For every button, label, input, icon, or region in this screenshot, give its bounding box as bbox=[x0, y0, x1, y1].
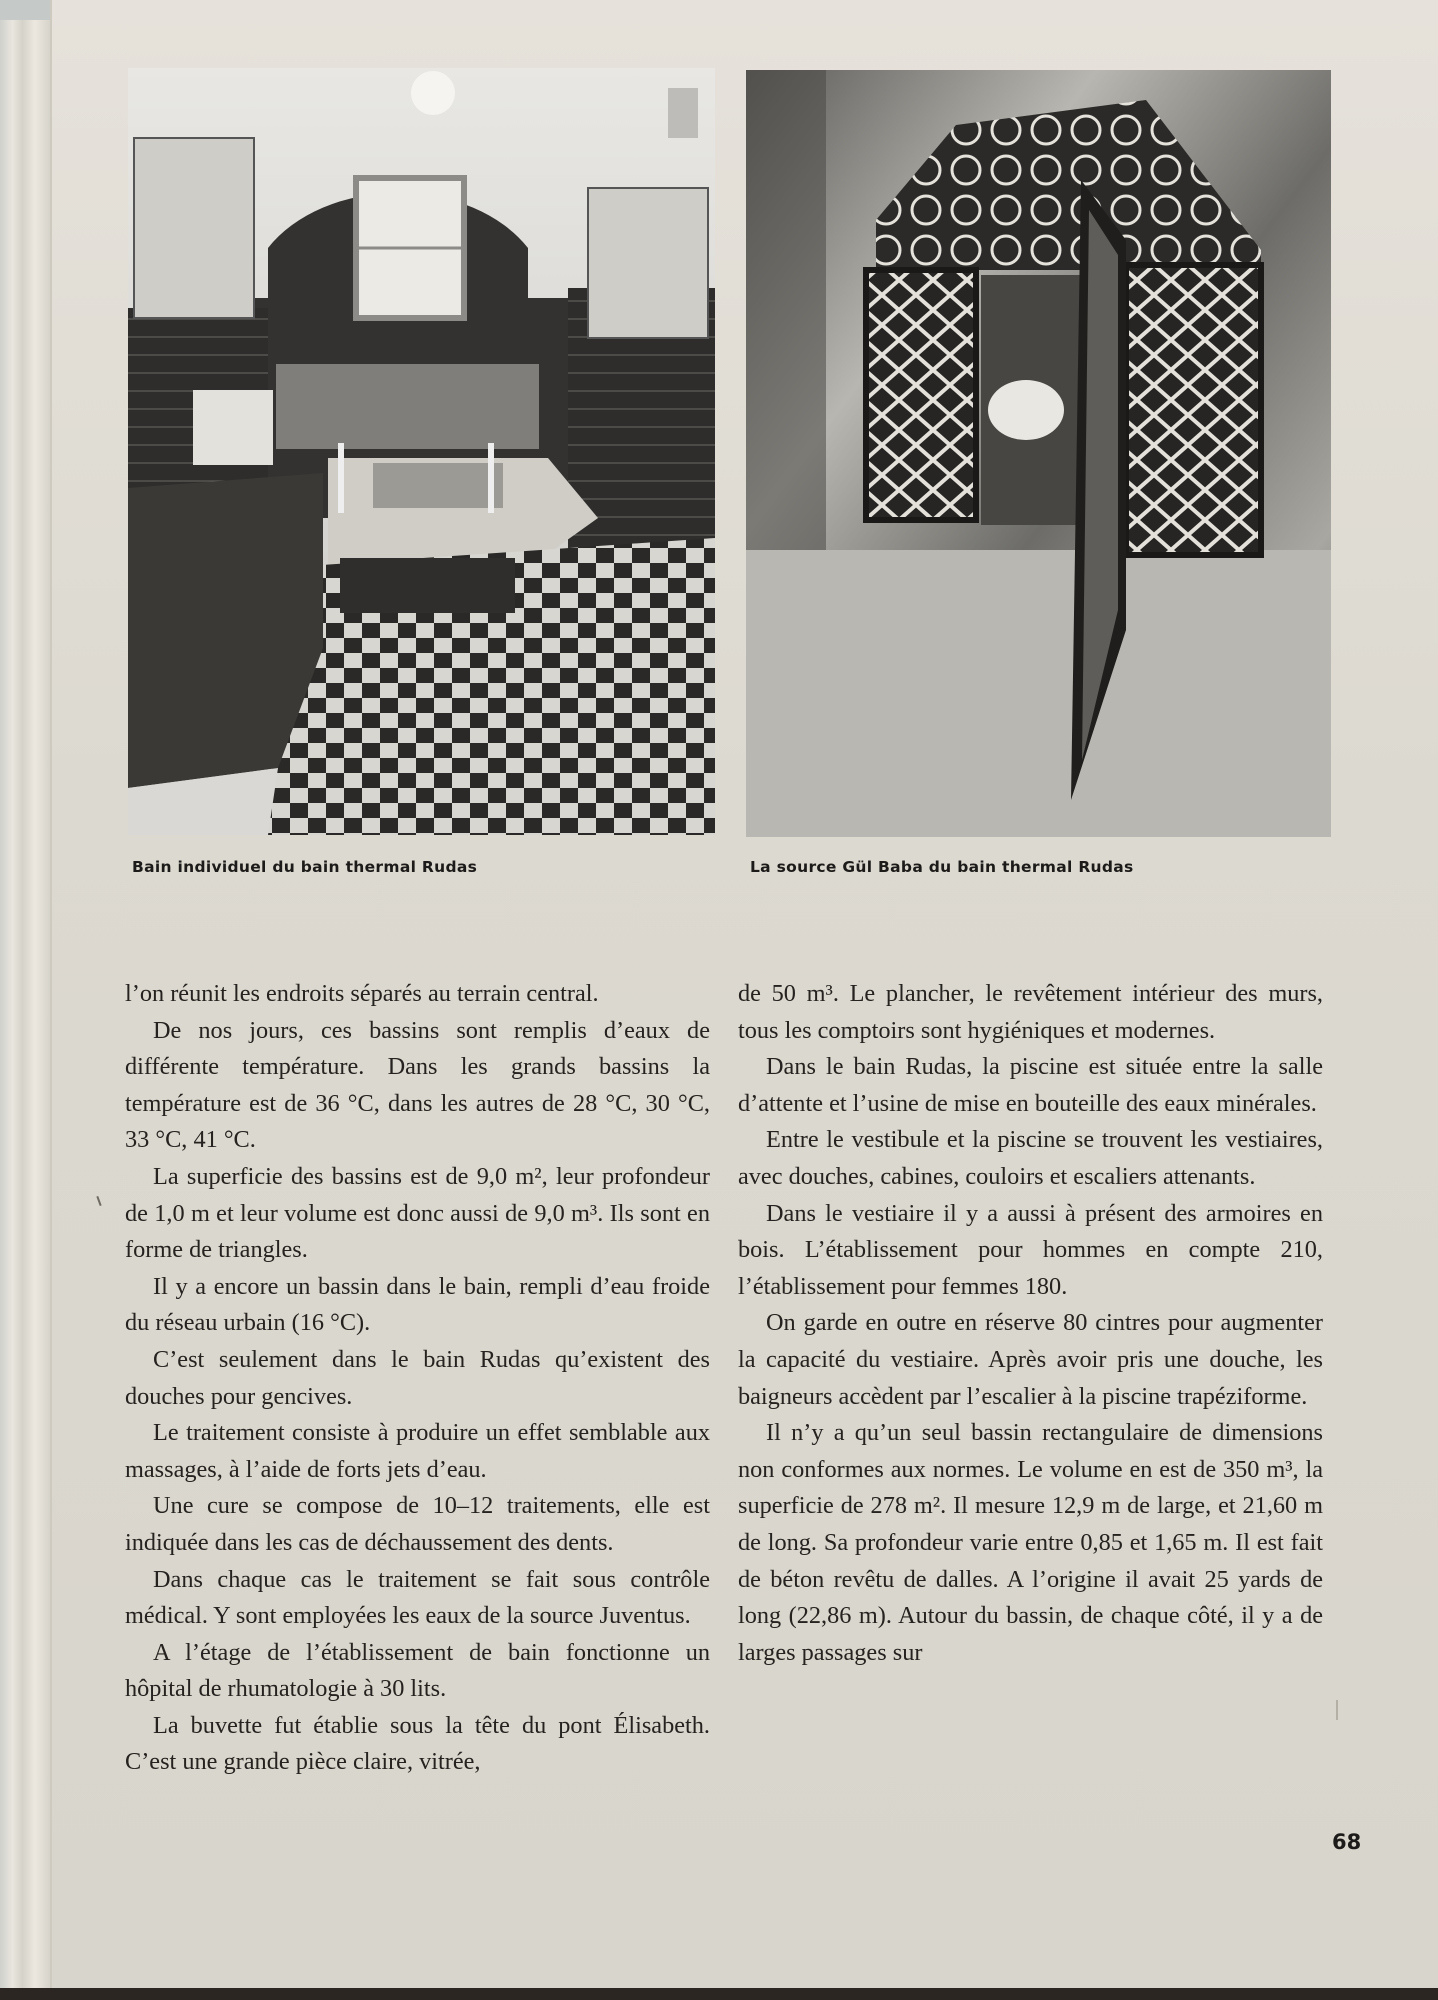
paragraph: Il y a encore un bassin dans le bain, rempli d’eau froide du réseau urbain (16 °C). bbox=[125, 1272, 710, 1337]
paragraph: Dans le vestiaire il y a aussi à présent des armoires en bois. L’établissement pour hommes en compte 210, l’établissement pour femmes 180. bbox=[738, 1199, 1323, 1300]
photo-individual-bath bbox=[128, 68, 715, 835]
paragraph: La buvette fut établie sous la tête du pont Élisabeth. C’est une grande pièce claire, vitrée, bbox=[125, 1711, 710, 1776]
paragraph: Dans chaque cas le traitement se fait sous contrôle médical. Y sont employées les eaux de la source Juventus. bbox=[125, 1565, 710, 1630]
text-column-right bbox=[738, 976, 1323, 1671]
paragraph: C’est seulement dans le bain Rudas qu’existent des douches pour gencives. bbox=[125, 1345, 710, 1410]
spine-top bbox=[0, 0, 50, 20]
paragraph: Le traitement consiste à produire un effet semblable aux massages, à l’aide de forts jets d’eau. bbox=[125, 1419, 710, 1483]
figure-caption-right: La source Gül Baba du bain thermal Rudas bbox=[750, 858, 1134, 876]
paragraph: De nos jours, ces bassins sont remplis d’eaux de différente température. Dans les grands bassins la température est de 36 °C, dans les autres de 28 °C, 30 °C, 33 °C, 41 °C. bbox=[125, 1016, 710, 1154]
bath-room-illustration bbox=[128, 68, 715, 835]
paragraph: A l’étage de l’établissement de bain fonctionne un hôpital de rhumatologie à 30 lits. bbox=[125, 1638, 710, 1703]
paragraph: Il n’y a qu’un seul bassin rectangulaire de dimensions non conformes aux normes. Le volume en est de 350 m³, la superficie de 278 m². Il mesure 12,9 m de large, et 21,60 m de long. Sa profondeur varie entre 0,85 et 1,65 m. Il est fait de béton revêtu de dalles. A l’origine il avait 25 yards de long (22,86 m). Autour du bassin, de chaque côté, il y a de larges passages sur bbox=[738, 1419, 1323, 1666]
page-number: 68 bbox=[1332, 1830, 1362, 1854]
margin-mark bbox=[1336, 1700, 1338, 1720]
photo-gul-baba-spring bbox=[746, 70, 1331, 837]
paragraph: Dans le bain Rudas, la piscine est située entre la salle d’attente et l’usine de mise en bouteille des eaux minérales. bbox=[738, 1053, 1323, 1117]
book-spine bbox=[0, 0, 50, 2000]
page-bottom-edge bbox=[0, 1988, 1438, 2000]
figure-caption-left: Bain individuel du bain thermal Rudas bbox=[132, 858, 478, 876]
paragraph: de 50 m³. Le plancher, le revêtement intérieur des murs, tous les comptoirs sont hygiéniques et modernes. bbox=[738, 980, 1323, 1044]
gate-illustration bbox=[746, 70, 1331, 837]
paragraph: Entre le vestibule et la piscine se trouvent les vestiaires, avec douches, cabines, couloirs et escaliers attenants. bbox=[738, 1126, 1323, 1190]
paragraph: On garde en outre en réserve 80 cintres pour augmenter la capacité du vestiaire. Après avoir pris une douche, les baigneurs accèdent par l’escalier à la piscine trapéziforme. bbox=[738, 1309, 1323, 1410]
paragraph: l’on réunit les endroits séparés au terrain central. bbox=[125, 980, 599, 1007]
paragraph: La superficie des bassins est de 9,0 m², leur profondeur de 1,0 m et leur volume est donc aussi de 9,0 m³. Ils sont en forme de triangles. bbox=[125, 1162, 710, 1264]
paragraph: Une cure se compose de 10–12 traitements, elle est indiquée dans les cas de déchaussement des dents. bbox=[125, 1492, 710, 1556]
text-column-left bbox=[125, 976, 710, 1781]
